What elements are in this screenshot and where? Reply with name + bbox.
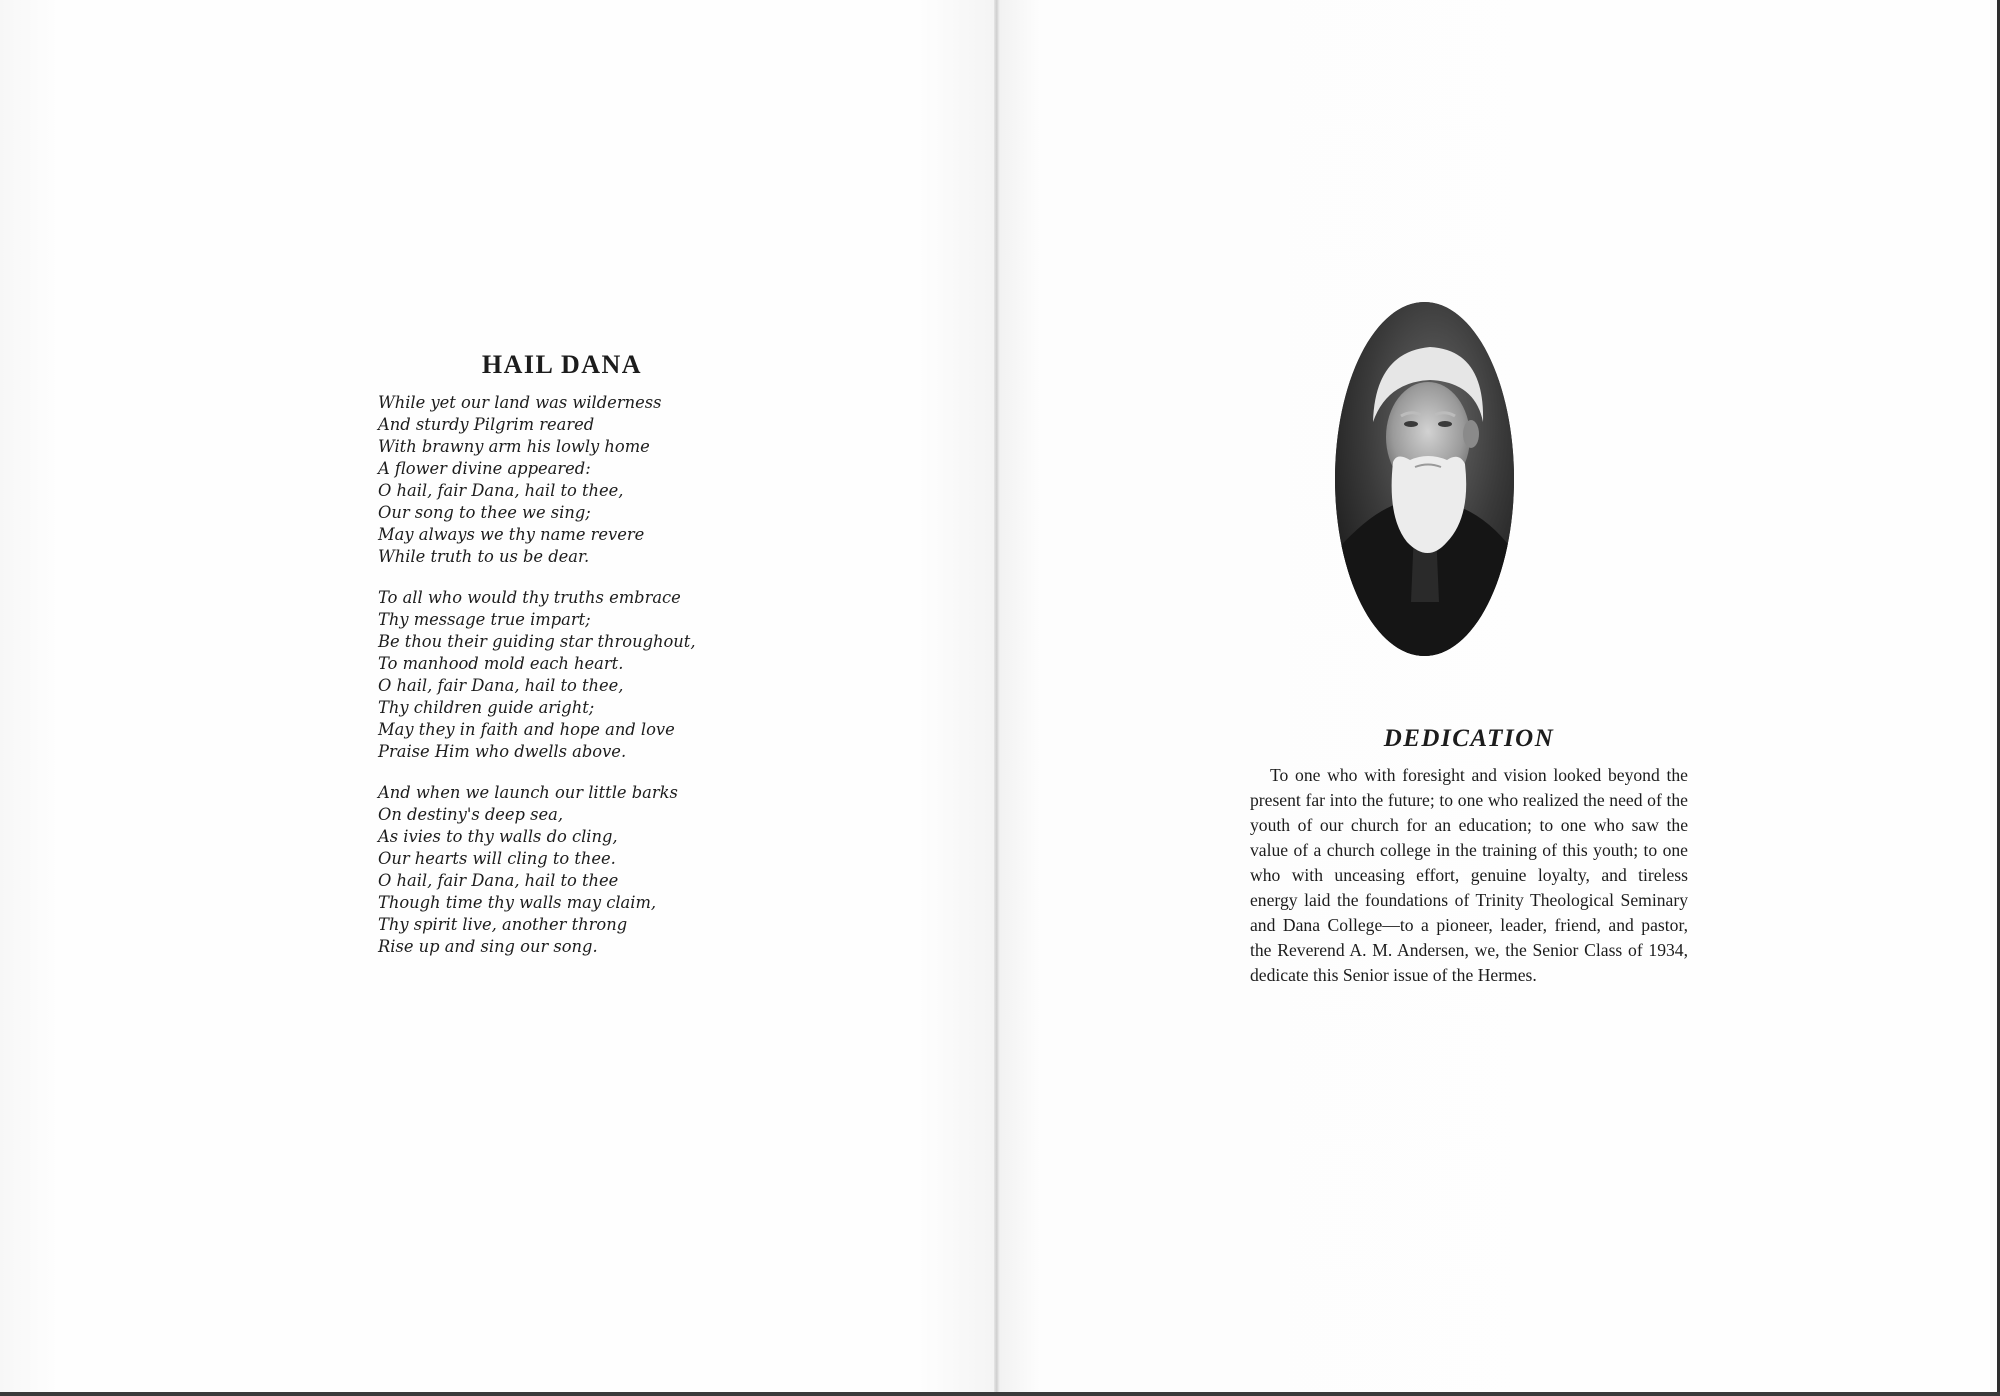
poem-line: O hail, fair Dana, hail to thee, [378,676,624,695]
poem-line: May always we thy name revere [378,525,645,544]
right-page [1000,0,2000,1396]
poem-line: While truth to us be dear. [378,547,590,566]
poem-line: Thy children guide aright; [378,698,595,717]
poem-line: O hail, fair Dana, hail to thee, [378,481,624,500]
stanza-3 [378,782,738,958]
dedication-title: DEDICATION [1383,725,1555,752]
portrait-photo-icon [1335,302,1514,656]
poem-line: Thy spirit live, another throng [378,915,628,934]
left-page [0,0,996,1396]
poem-line: Thy message true impart; [378,610,591,629]
poem-line: O hail, fair Dana, hail to thee [378,871,619,890]
poem-line: Praise Him who dwells above. [378,742,627,761]
poem-line: To all who would thy truths embrace [378,588,681,607]
poem [378,350,738,977]
poem-line: To manhood mold each heart. [378,654,624,673]
poem-line: On destiny's deep sea, [378,805,564,824]
poem-line: Be thou their guiding star throughout, [378,632,696,651]
dedication [1250,725,1688,988]
page-bottom-edge [0,1392,2000,1396]
poem-title: HAIL DANA [481,350,643,379]
poem-line: And when we launch our little barks [378,783,678,802]
stanza-1 [378,392,738,568]
poem-line: With brawny arm his lowly home [378,437,650,456]
poem-line: Rise up and sing our song. [378,937,598,956]
poem-line: Our song to thee we sing; [378,503,591,522]
poem-line: While yet our land was wilderness [378,393,662,412]
dedication-body: To one who with foresight and vision looked beyond the present far into the future; to one who realized the need of the youth of our church for an education; to one who saw the value of a church college in the training of this youth; to one who with unceasing effort, genuine loyalty, and tireless energy laid the foundations of Trinity Theological Seminary and Dana College—to a pioneer, leader, friend, and pastor, the Reverend A. M. Andersen, we, the Senior Class of 1934, dedicate this Senior issue of the Hermes. [1250,765,1688,985]
poem-line: Our hearts will cling to thee. [378,849,616,868]
portrait-illustration [1335,302,1514,656]
poem-line: As ivies to thy walls do cling, [378,827,618,846]
stanza-2 [378,587,738,763]
poem-line: May they in faith and hope and love [378,720,675,739]
poem-line: Though time thy walls may claim, [378,893,657,912]
poem-line: A flower divine appeared: [378,459,591,478]
poem-line: And sturdy Pilgrim reared [378,415,595,434]
